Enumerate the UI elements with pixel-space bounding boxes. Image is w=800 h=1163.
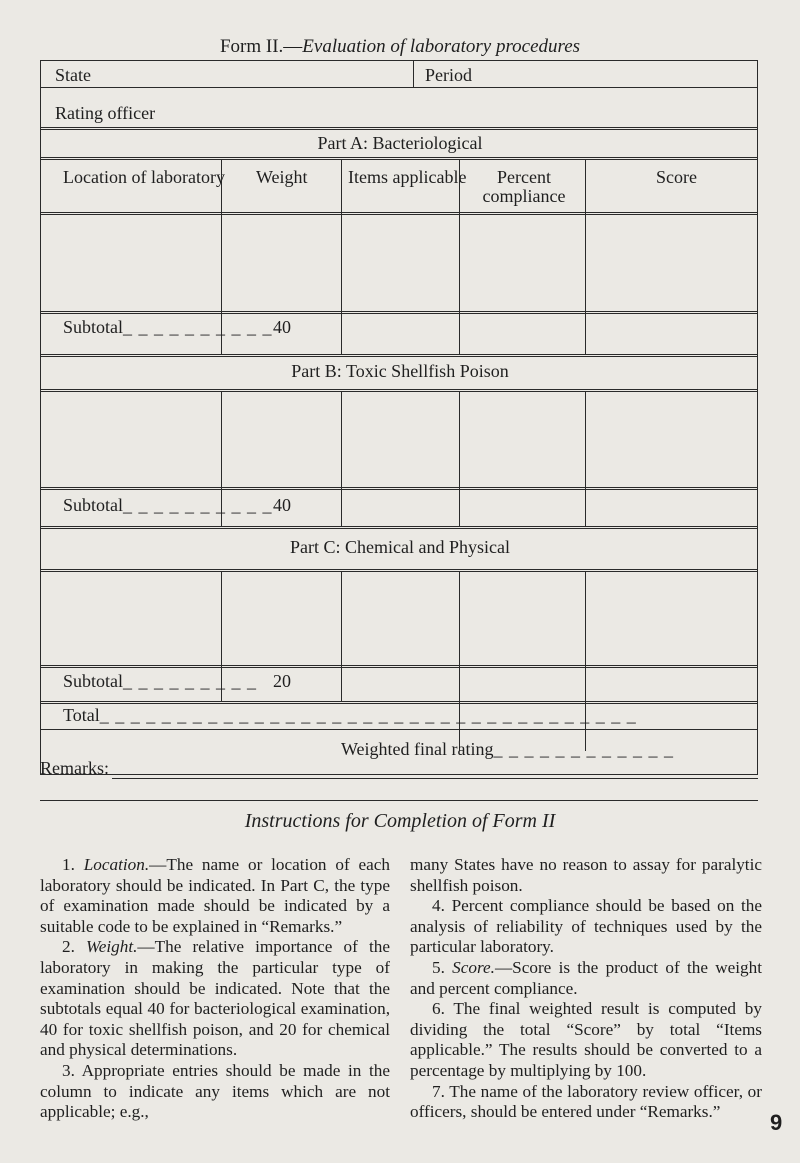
instruction-item: 1. Location.—The name or location of each laboratory should be indicated. In Part C, the type of examination made should be indicated by a suitable code to be explained in “Remarks.” bbox=[40, 855, 391, 936]
evaluation-form bbox=[40, 60, 758, 775]
col-divider bbox=[585, 391, 586, 526]
subtotal-a-weight: 40 bbox=[273, 317, 291, 337]
rule bbox=[41, 569, 757, 572]
rule bbox=[41, 487, 757, 490]
period-label: Period bbox=[425, 65, 472, 85]
col-weight-header: Weight bbox=[256, 167, 308, 187]
col-percent-header: Percent bbox=[497, 167, 551, 187]
col-items-header: Items applicable bbox=[348, 167, 467, 187]
instruction-item: 5. Score.—Score is the product of the weight and percent compliance. bbox=[410, 957, 762, 998]
remarks-line bbox=[112, 778, 758, 779]
form-title: Form II.—Evaluation of laboratory procedures bbox=[219, 36, 581, 57]
rule bbox=[41, 526, 757, 529]
subtotal-c-weight: 20 bbox=[273, 671, 291, 691]
instructions-title: Instructions for Completion of Form II bbox=[244, 810, 556, 832]
rule bbox=[41, 701, 757, 704]
page-number: 9 bbox=[770, 1110, 783, 1135]
total-label: Total bbox=[63, 705, 100, 725]
part-c-title: Part C: Chemical and Physical bbox=[290, 537, 510, 557]
instruction-item: 7. The name of the laboratory review officer, or officers, should be entered under “Remarks.” bbox=[410, 1081, 762, 1122]
subtotal-b-row: Subtotal_ _ _ _ _ _ _ _ _ _ bbox=[63, 495, 273, 515]
form-label: Form II. bbox=[219, 36, 284, 57]
col-divider bbox=[341, 391, 342, 526]
rule bbox=[41, 212, 757, 215]
col-divider bbox=[341, 159, 342, 355]
total-row: Total_ _ _ _ _ _ _ _ _ _ _ _ _ _ _ _ _ _ _ _ _ _ _ _ _ _ _ _ _ _ _ _ _ _ _ bbox=[63, 705, 637, 725]
subtotal-b-label: Subtotal bbox=[63, 495, 124, 515]
rule bbox=[41, 87, 757, 88]
part-a-title: Part A: Bacteriological bbox=[317, 133, 483, 153]
rule bbox=[41, 729, 757, 730]
weighted-label: Weighted final rating bbox=[341, 739, 494, 759]
state-period-divider bbox=[413, 61, 414, 87]
col-divider bbox=[459, 391, 460, 526]
rule bbox=[40, 800, 758, 801]
rule bbox=[41, 157, 757, 160]
instruction-item: 4. Percent compliance should be based on the analysis of reliability of techniques used by the particular laboratory. bbox=[410, 896, 763, 957]
rating-officer-label: Rating officer bbox=[55, 103, 156, 123]
col-divider bbox=[459, 159, 460, 355]
rule bbox=[41, 311, 757, 314]
instruction-item: 3. Appropriate entries should be made in the column to indicate any items which are not applicable; e.g., bbox=[40, 1060, 390, 1122]
col-location-header: Location of laboratory bbox=[63, 167, 225, 187]
instruction-item: 6. The final weighted result is computed by dividing the total “Score” by total “Items applicable.” The results should be converted to a percentage by multiplying by 100. bbox=[410, 999, 762, 1080]
col-divider bbox=[341, 571, 342, 701]
rule bbox=[41, 665, 757, 668]
col-divider bbox=[585, 159, 586, 355]
part-b-title: Part B: Toxic Shellfish Poison bbox=[291, 361, 509, 381]
rule bbox=[41, 127, 757, 130]
form-title-text: Evaluation of laboratory procedures bbox=[302, 36, 581, 57]
subtotal-b-weight: 40 bbox=[273, 495, 291, 515]
rule bbox=[41, 389, 757, 392]
subtotal-a-row: Subtotal_ _ _ _ _ _ _ _ _ _ bbox=[63, 317, 273, 337]
instruction-item: 2. Weight.—The relative importance of the laboratory in making the particular type of examination should be indicated. Note that the subtotals equal 40 for bacteriological examination, 40 for toxic shellfish poison, and 20 for chemical and physical determinations. bbox=[40, 937, 390, 1060]
col-compliance-header: compliance bbox=[482, 186, 566, 206]
subtotal-a-label: Subtotal bbox=[63, 317, 124, 337]
instructions-left-column bbox=[40, 855, 390, 1123]
state-label: State bbox=[55, 65, 91, 85]
instruction-continuation: many States have no reason to assay for paralytic shellfish poison. bbox=[410, 855, 762, 895]
subtotal-c-label: Subtotal bbox=[63, 671, 124, 691]
remarks-label: Remarks: bbox=[40, 758, 109, 778]
instructions-right-column bbox=[410, 855, 762, 1123]
subtotal-c-row: Subtotal_ _ _ _ _ _ _ _ _ bbox=[63, 671, 258, 691]
col-score-header: Score bbox=[656, 167, 697, 187]
weighted-row: Weighted final rating_ _ _ _ _ _ _ _ _ _ _ _ bbox=[341, 739, 674, 759]
rule bbox=[41, 354, 757, 357]
